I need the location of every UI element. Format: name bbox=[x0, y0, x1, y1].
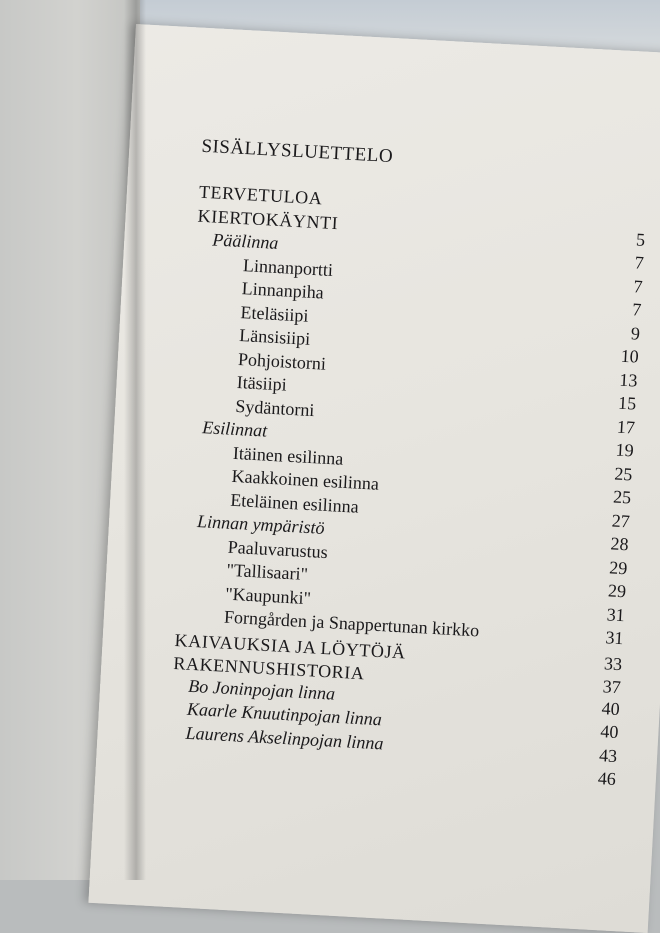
toc-entry-title: Paaluvarustus bbox=[227, 536, 329, 562]
toc-entry-page: 9 bbox=[630, 322, 641, 344]
table-of-contents bbox=[88, 24, 660, 933]
toc-entry-page: 27 bbox=[611, 509, 631, 531]
toc-entry-title: Eteläinen esilinna bbox=[229, 489, 360, 517]
toc-entry-page: 28 bbox=[610, 533, 630, 555]
toc-entry-page: 25 bbox=[613, 463, 633, 484]
book-page bbox=[88, 24, 660, 933]
toc-entry-page: 46 bbox=[597, 768, 617, 790]
toc-entry-title: KIERTOKÄYNTI bbox=[197, 205, 339, 233]
toc-entry-title: Laurens Akselinpojan linna bbox=[185, 722, 385, 753]
toc-entry-title: Itäinen esilinna bbox=[232, 442, 344, 469]
toc-entry-page: 29 bbox=[608, 556, 628, 578]
toc-entry-title: Länsisiipi bbox=[238, 325, 311, 349]
toc-entry-page: 31 bbox=[604, 627, 625, 649]
toc-entry-page: 19 bbox=[615, 439, 635, 461]
toc-entry-title: Bo Joninpojan linna bbox=[187, 675, 336, 704]
toc-entry-title: KAIVAUKSIA JA LÖYTÖJÄ bbox=[174, 629, 407, 662]
toc-entry-page: 7 bbox=[633, 275, 644, 297]
toc-entry-title: TERVETULOA bbox=[198, 181, 323, 209]
toc-entry-title: Päälinna bbox=[211, 229, 279, 254]
toc-entry-title: Kaakkoinen esilinna bbox=[231, 465, 380, 494]
toc-entry-page: 17 bbox=[616, 416, 636, 438]
toc-entry-page: 40 bbox=[601, 697, 621, 719]
toc-heading: SISÄLLYSLUETTELO bbox=[200, 135, 394, 168]
toc-entry-page: 15 bbox=[617, 392, 637, 414]
toc-entry-title: RAKENNUSHISTORIA bbox=[172, 652, 366, 684]
toc-entry-page: 37 bbox=[602, 676, 622, 698]
toc-entry-title: Forngården ja Snappertunan kirkko bbox=[223, 606, 480, 641]
toc-entry-title: Itäsiipi bbox=[236, 371, 288, 395]
toc-entry-title: Kaarle Knuutinpojan linna bbox=[186, 698, 383, 730]
toc-entry-page: 5 bbox=[635, 228, 646, 250]
toc-entry-page: 13 bbox=[618, 369, 639, 391]
toc-entry-page: 7 bbox=[631, 299, 642, 320]
toc-entry-title: Linnanpiha bbox=[241, 278, 325, 303]
toc-entry-page: 33 bbox=[603, 652, 623, 674]
toc-entry-page: 31 bbox=[606, 603, 626, 625]
toc-entry-page: 29 bbox=[607, 580, 627, 602]
toc-entry-page: 40 bbox=[599, 721, 619, 743]
toc-entry-title: Pohjoistorni bbox=[237, 348, 327, 374]
toc-entry-title: Linnan ympäristö bbox=[196, 511, 326, 538]
toc-entry-page: 7 bbox=[634, 252, 645, 273]
book-gutter bbox=[124, 0, 146, 880]
toc-entry-title: Sydäntorni bbox=[234, 395, 315, 420]
toc-entry-title: "Kaupunki" bbox=[224, 583, 312, 608]
toc-entry-title: Esilinnat bbox=[201, 417, 268, 441]
toc-entry-page: 25 bbox=[612, 486, 632, 508]
toc-entry-title: "Tallisaari" bbox=[226, 559, 309, 585]
toc-entry-title: Linnanportti bbox=[242, 254, 334, 280]
toc-entry-title: Eteläsiipi bbox=[240, 301, 310, 326]
toc-entry-page: 10 bbox=[620, 345, 640, 367]
toc-entry-page: 43 bbox=[598, 744, 618, 766]
